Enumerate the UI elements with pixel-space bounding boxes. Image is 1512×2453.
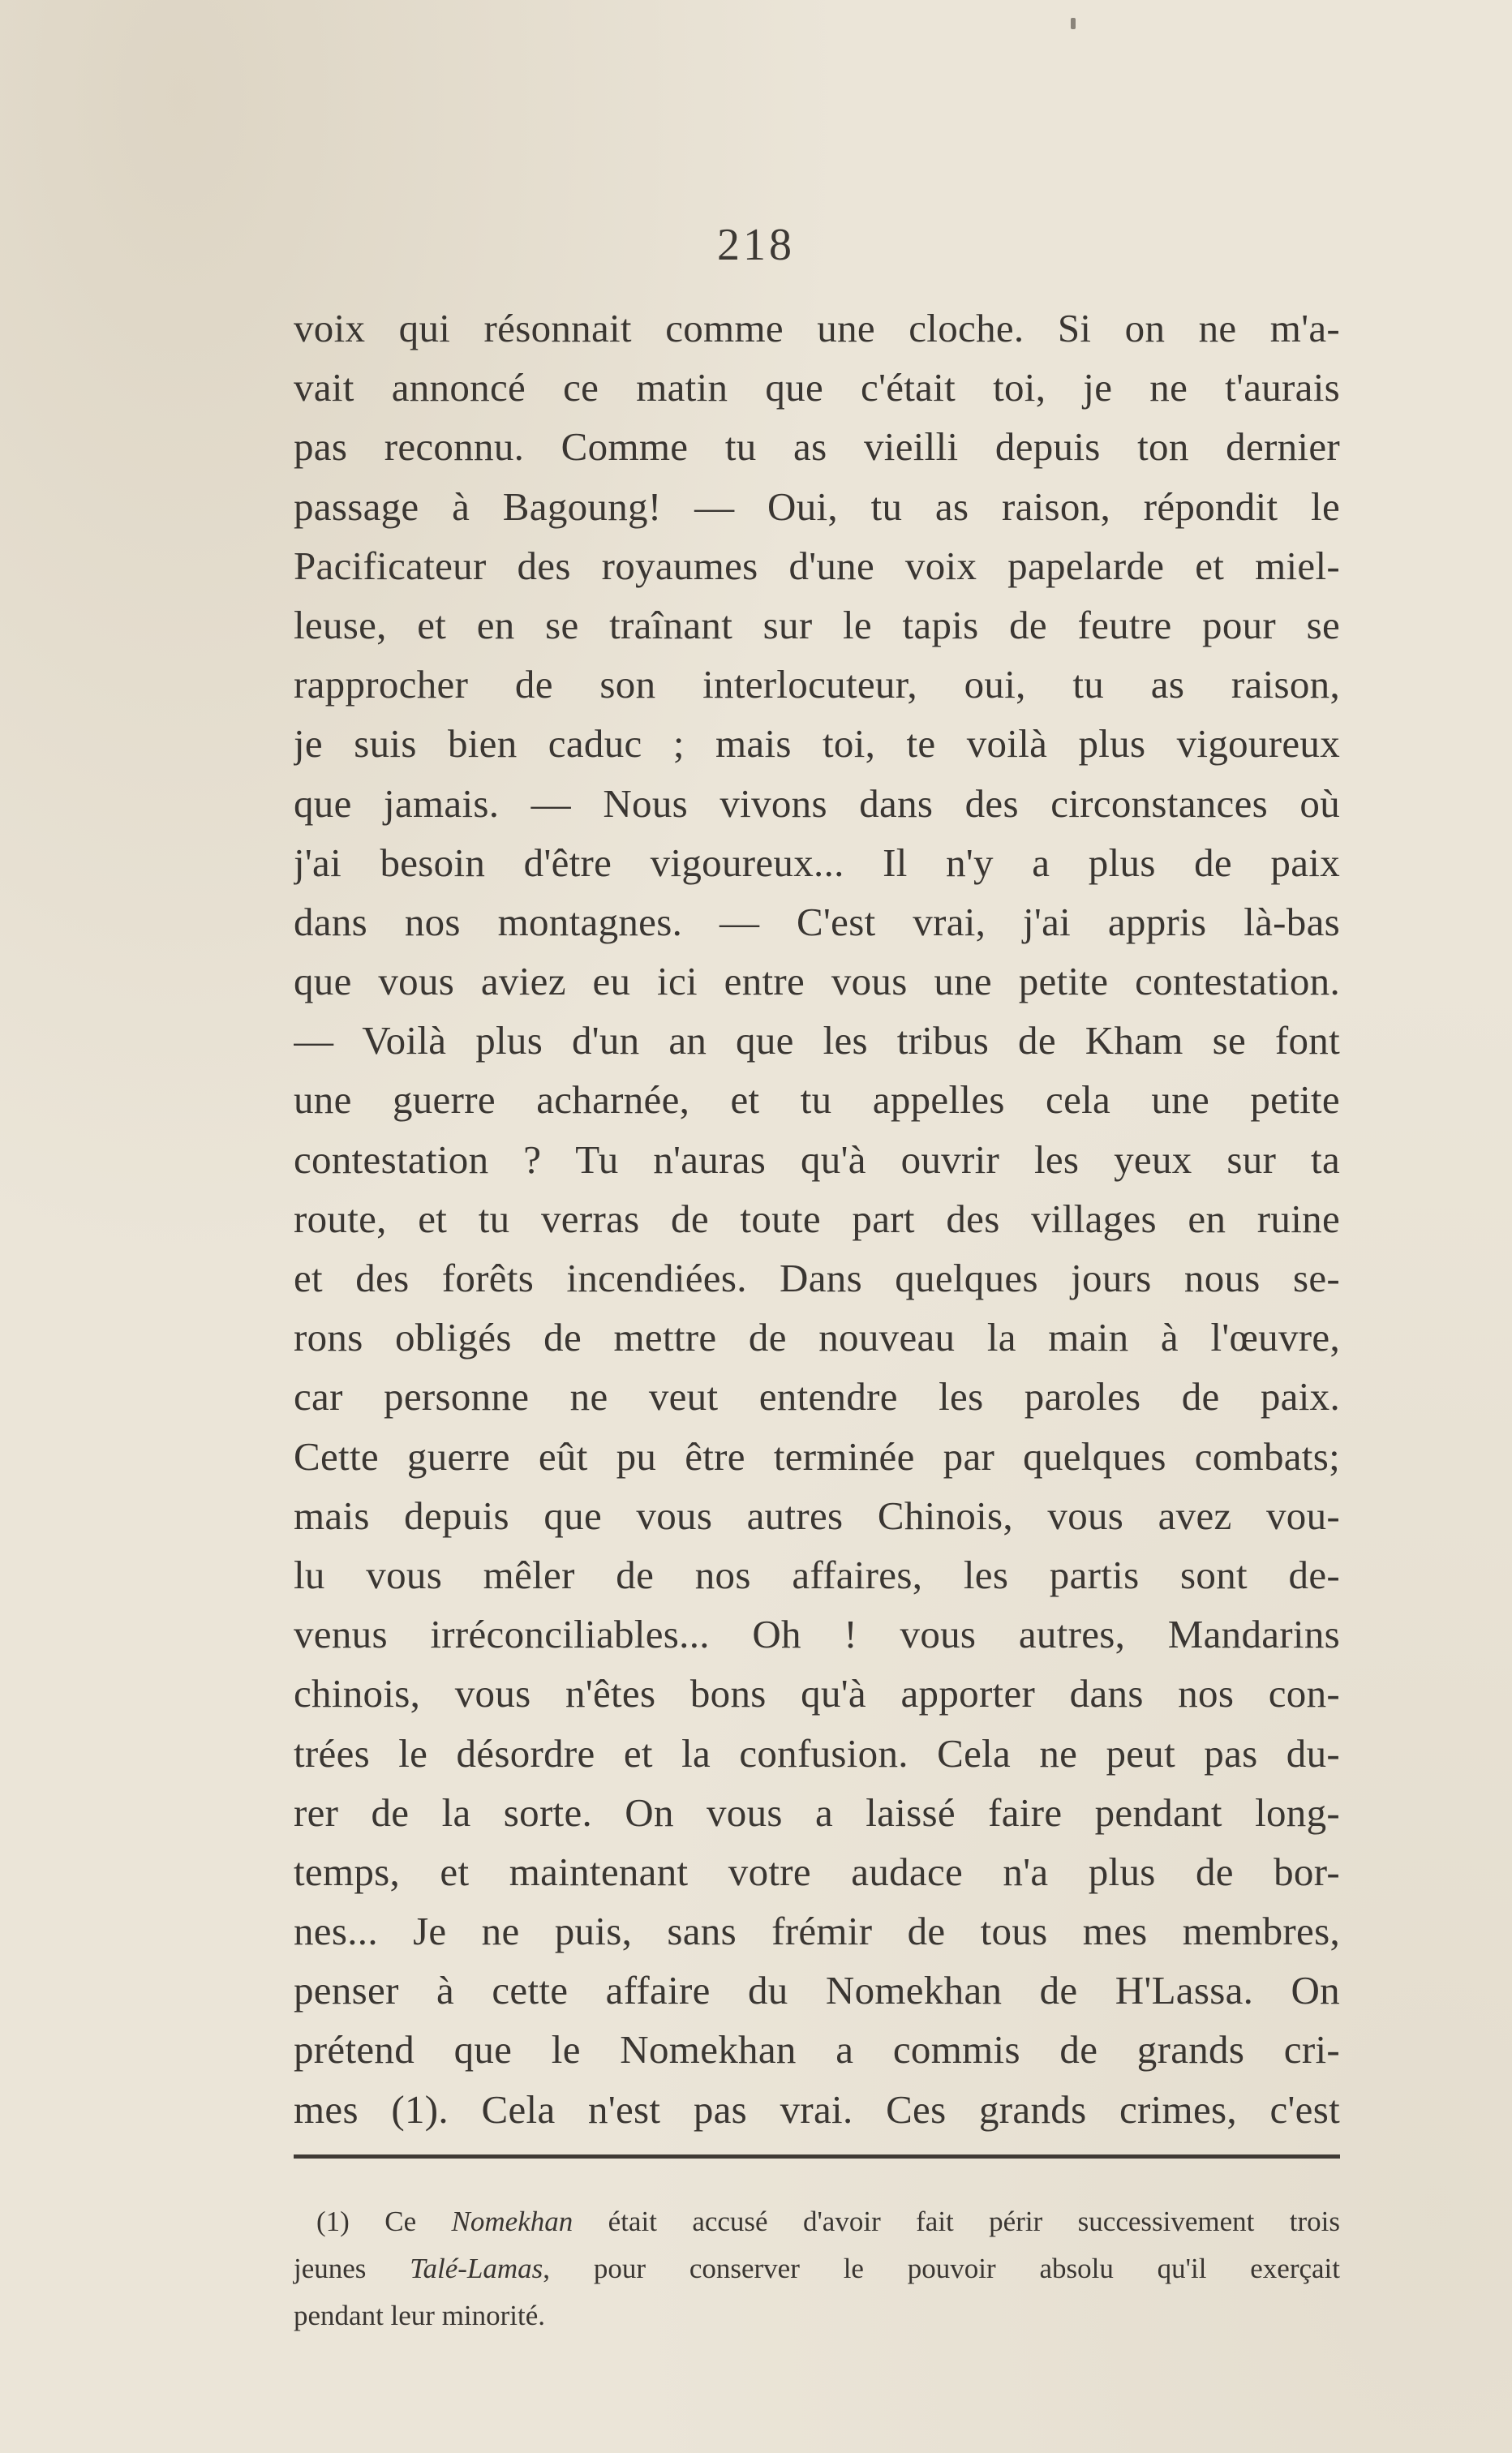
text-line: Pacificateur des royaumes d'une voix papelarde et miel- xyxy=(294,543,1340,588)
text-line: penser à cette affaire du Nomekhan de H'Lassa. On xyxy=(294,1968,1340,2013)
text-line: pas reconnu. Comme tu as vieilli depuis ton dernier xyxy=(294,424,1340,470)
text-line: chinois, vous n'êtes bons qu'à apporter dans nos con- xyxy=(294,1671,1340,1716)
footnote-line xyxy=(294,2245,1340,2292)
text-line: contestation ? Tu n'auras qu'à ouvrir les yeux sur ta xyxy=(294,1136,1340,1182)
footnote-line xyxy=(294,2198,1340,2245)
text-line: temps, et maintenant votre audace n'a plus de bor- xyxy=(294,1849,1340,1894)
text-line: venus irréconciliables... Oh ! vous autres, Mandarins xyxy=(294,1612,1340,1657)
text-line: prétend que le Nomekhan a commis de grands cri- xyxy=(294,2027,1340,2073)
ink-speck xyxy=(1071,18,1076,29)
text-line: rons obligés de mettre de nouveau la main à l'œuvre, xyxy=(294,1315,1340,1360)
text-line: que vous aviez eu ici entre vous une petite contestation. xyxy=(294,959,1340,1004)
footnote-line: pendant leur minorité. xyxy=(294,2300,546,2331)
text-line: mais depuis que vous autres Chinois, vous avez vou- xyxy=(294,1493,1340,1538)
text-line: Cette guerre eût pu être terminée par quelques combats; xyxy=(294,1433,1340,1479)
text-line: route, et tu verras de toute part des villages en ruine xyxy=(294,1196,1340,1241)
text-line: nes... Je ne puis, sans frémir de tous mes membres, xyxy=(294,1909,1340,1954)
text-line: rapprocher de son interlocuteur, oui, tu as raison, xyxy=(294,662,1340,707)
text-line: une guerre acharnée, et tu appelles cela une petite xyxy=(294,1077,1340,1123)
text-line: mes (1). Cela n'est pas vrai. Ces grands crimes, c'est xyxy=(294,2086,1340,2132)
footnote-text: , pour conserver le pouvoir absolu qu'il exerçait xyxy=(543,2253,1340,2284)
text-line: trées le désordre et la confusion. Cela ne peut pas du- xyxy=(294,1730,1340,1776)
text-line: et des forêts incendiées. Dans quelques jours nous se- xyxy=(294,1256,1340,1300)
text-line: voix qui résonnait comme une cloche. Si on ne m'a- xyxy=(294,306,1340,350)
footnote-text: jeunes xyxy=(294,2253,367,2284)
footnote-text: était accusé d'avoir fait périr successivement trois xyxy=(608,2206,1341,2237)
text-line: passage à Bagoung! — Oui, tu as raison, répondit le xyxy=(294,483,1340,529)
body-text xyxy=(294,299,1340,2139)
text-line: je suis bien caduc ; mais toi, te voilà plus vigoureux xyxy=(294,721,1340,767)
footnote xyxy=(294,2198,1340,2339)
footnote-separator xyxy=(294,2154,1340,2159)
footnote-italic: Talé-Lamas xyxy=(410,2253,543,2284)
footnote-text: Ce xyxy=(384,2206,417,2237)
page-number: 218 xyxy=(717,220,795,270)
footnote-marker: (1) xyxy=(316,2206,350,2237)
text-line: dans nos montagnes. — C'est vrai, j'ai appris là-bas xyxy=(294,899,1340,944)
text-line: rer de la sorte. On vous a laissé faire pendant long- xyxy=(294,1789,1340,1835)
text-line: leuse, et en se traînant sur le tapis de feutre pour se xyxy=(294,602,1340,647)
text-line: car personne ne veut entendre les paroles de paix. xyxy=(294,1374,1340,1420)
text-line: que jamais. — Nous vivons dans des circonstances où xyxy=(294,780,1340,826)
footnote-italic: Nomekhan xyxy=(451,2206,573,2237)
text-line: vait annoncé ce matin que c'était toi, je ne t'aurais xyxy=(294,365,1340,410)
text-line: j'ai besoin d'être vigoureux... Il n'y a plus de paix xyxy=(294,840,1340,885)
text-line: lu vous mêler de nos affaires, les partis sont de- xyxy=(294,1552,1340,1597)
text-line: — Voilà plus d'un an que les tribus de Kham se font xyxy=(294,1018,1340,1063)
